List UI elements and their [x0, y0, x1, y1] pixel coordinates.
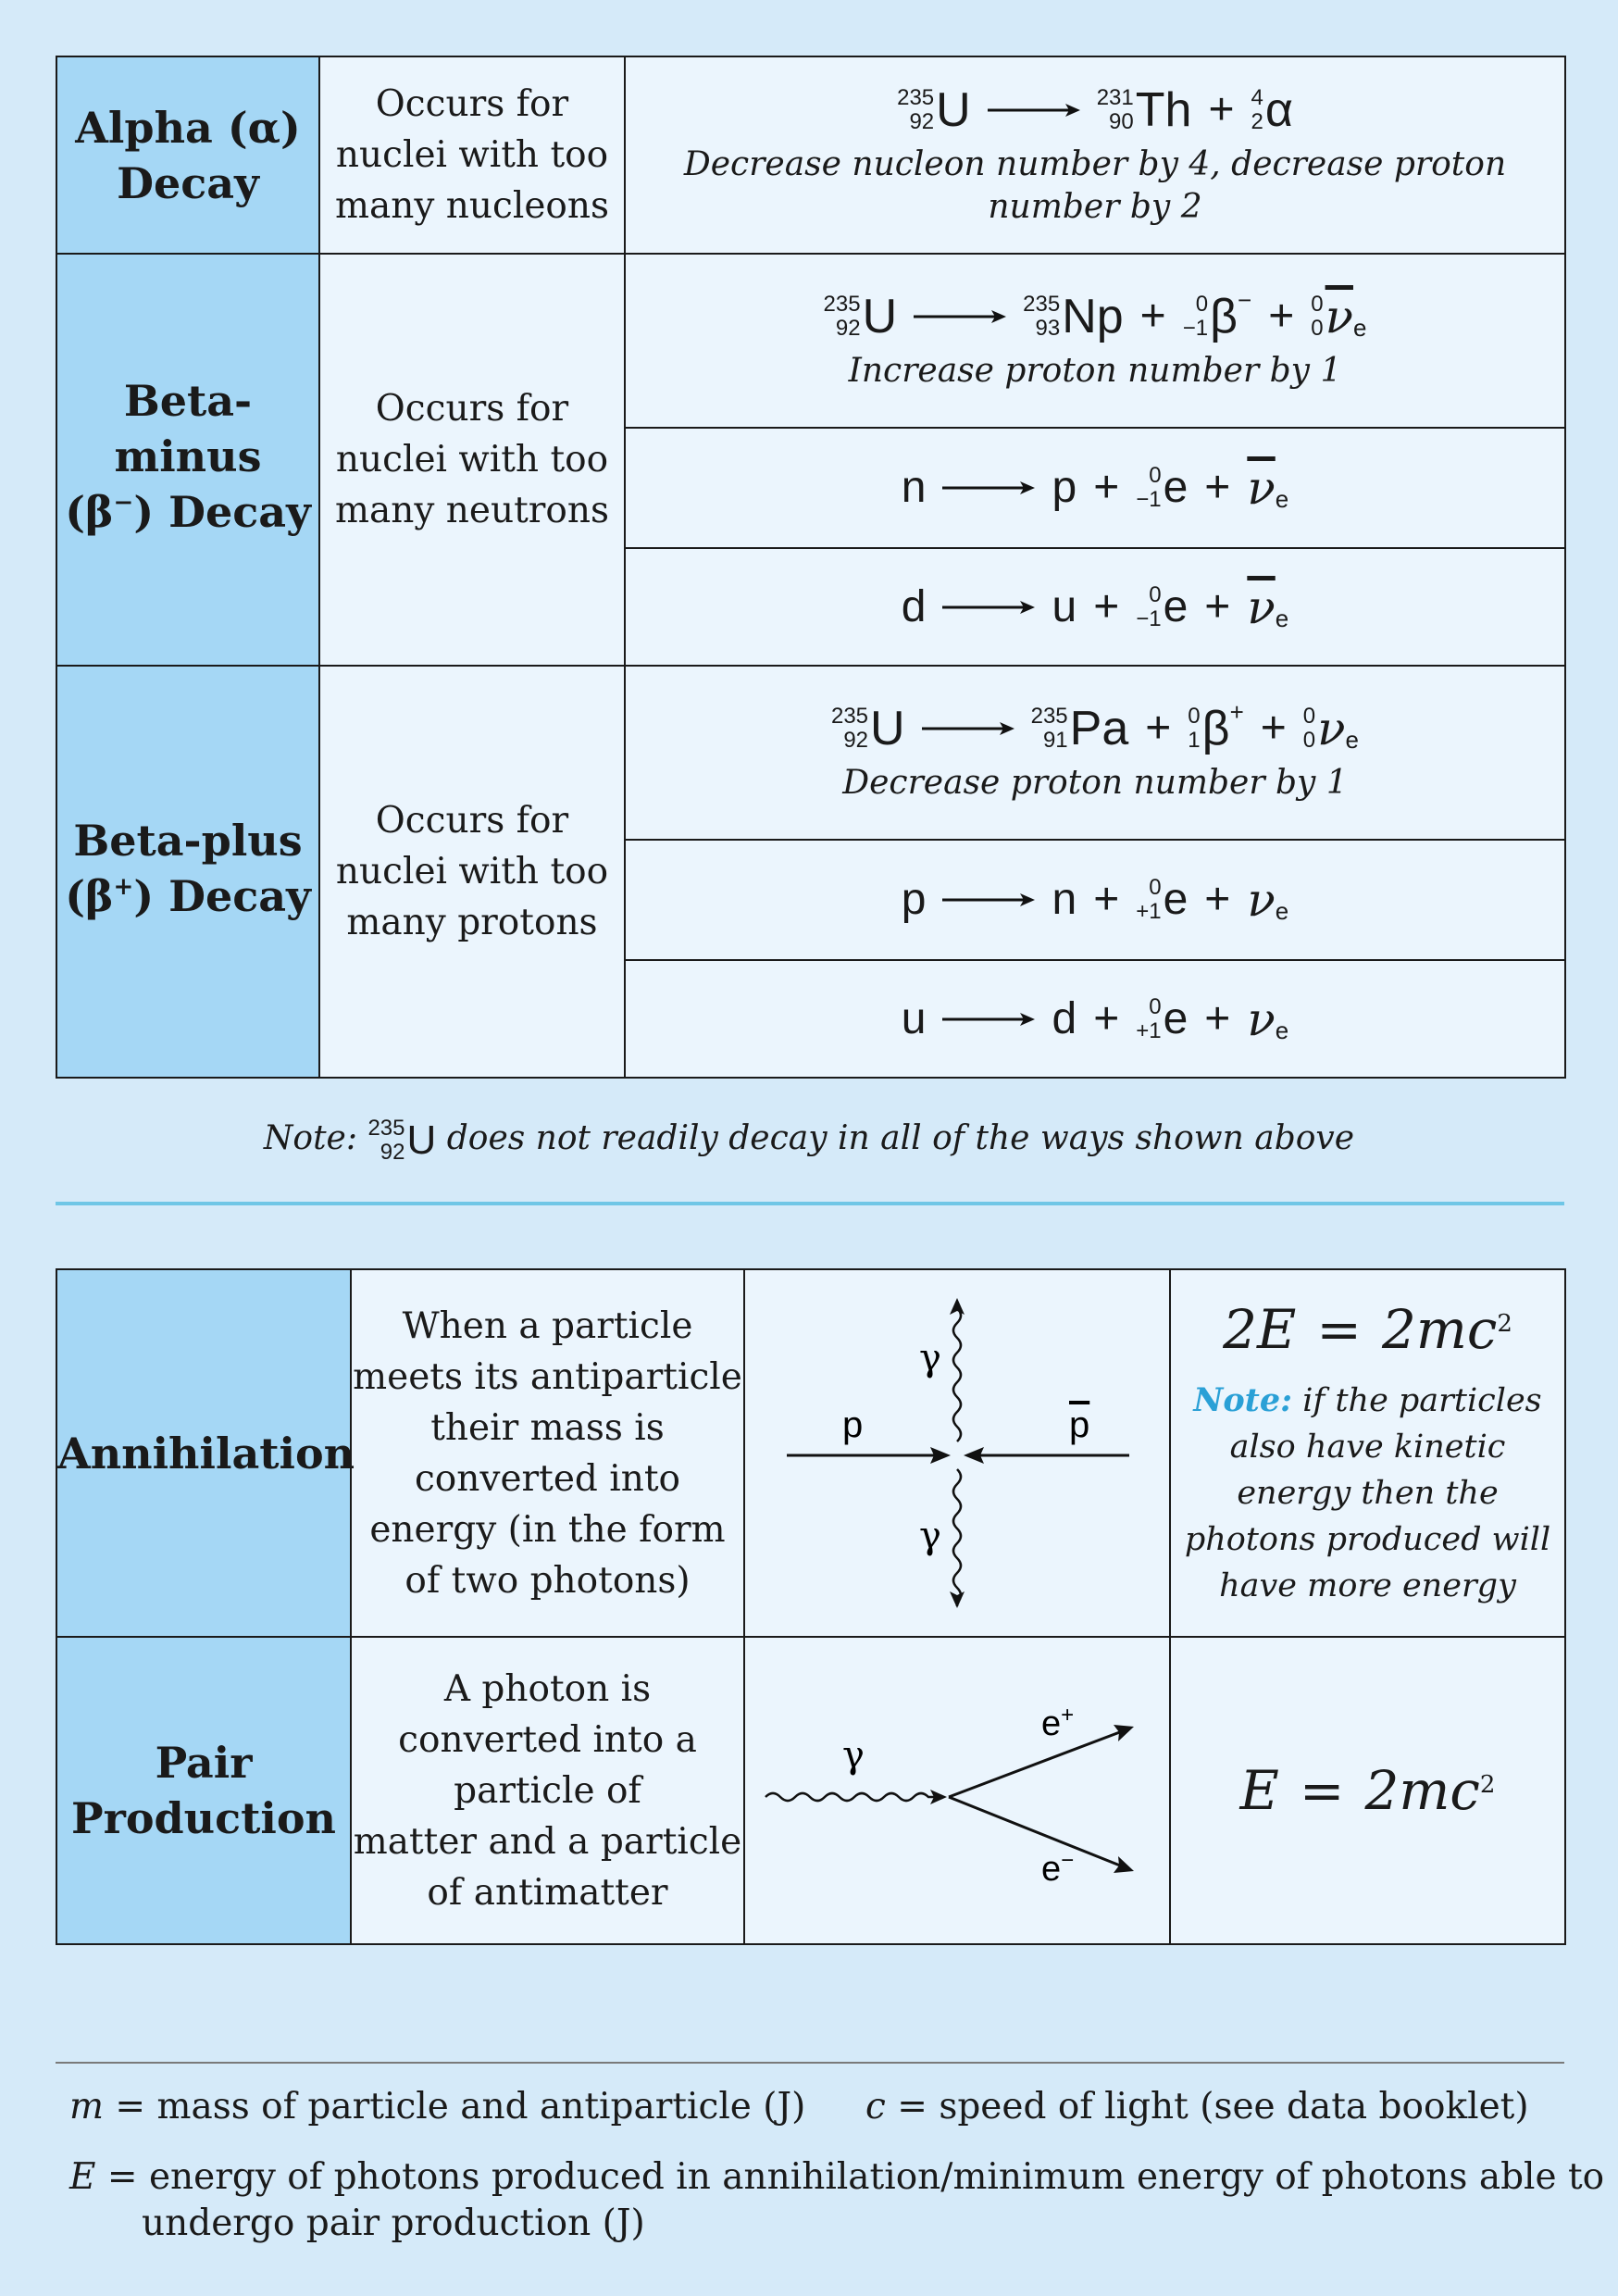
pair-production-diagram-cell	[744, 1637, 1170, 1944]
beta-plus-condition	[319, 666, 625, 1078]
alpha-decay-row	[56, 56, 1565, 254]
pair-production-row	[56, 1637, 1565, 1944]
heading-line: Beta-plus	[73, 815, 303, 866]
condition-line: many neutrons	[334, 490, 610, 531]
alpha-particle: 4 2 α	[1251, 82, 1293, 137]
condition-line: Occurs for	[375, 83, 569, 125]
decay-note	[0, 1111, 1618, 1168]
annihilation-formula-cell	[1170, 1269, 1565, 1637]
description-line: converted into	[414, 1457, 681, 1500]
beta-plus-quark-equation: u d + 0 +1 e + ν e	[901, 992, 1289, 1046]
beta-minus-heading	[56, 254, 319, 666]
beta-minus-equation: 235 92 U 235 93 Np + 0 −1 β − + 0 0 ν e	[823, 286, 1367, 343]
interaction-table	[56, 1268, 1566, 1945]
annihilation-note: Note: if the particles also have kinetic energy then the photons produced will have more energy	[1184, 1380, 1551, 1604]
alpha-condition	[319, 56, 625, 254]
reaction-arrow-icon	[922, 719, 1014, 738]
alpha-equation	[897, 82, 1293, 138]
condition-line: nuclei with too	[335, 134, 609, 176]
product-nuclide: 231 90 Th	[1096, 82, 1192, 137]
heading-line: (β+) Decay	[65, 870, 311, 921]
reaction-arrow-icon	[988, 101, 1080, 119]
alpha-caption: Decrease nucleon number by 4, decrease proton number by 2	[683, 144, 1507, 226]
heading-line: Beta-minus	[114, 375, 262, 481]
electron-line	[949, 1797, 1125, 1867]
photon-label: γ	[919, 1515, 941, 1557]
beta-plus-quark-cell	[625, 960, 1565, 1078]
heading-line: (β−) Decay	[65, 486, 311, 537]
annihilation-row	[56, 1269, 1565, 1637]
beta-plus-heading	[56, 666, 319, 1078]
annihilation-formula: $2E = 2mc^2$	[1223, 1297, 1512, 1361]
positron-line	[949, 1730, 1125, 1797]
photon-label: γ	[919, 1337, 941, 1379]
annihilation-heading: Annihilation	[56, 1269, 351, 1637]
beta-minus-quark-equation: d u + 0 −1 e + ν e	[901, 580, 1289, 634]
reaction-arrow-icon	[942, 479, 1035, 497]
condition-line: nuclei with too	[335, 439, 609, 480]
beta-minus-nucleon-equation: n p + 0 −1 e + ν e	[901, 461, 1289, 515]
description-line: of two photons)	[404, 1559, 691, 1602]
legend-m: m = mass of particle and antiparticle (J)	[69, 2086, 806, 2128]
legend-rule	[56, 2062, 1564, 2064]
alpha-decay-heading	[56, 56, 319, 254]
description-line: A photon is	[443, 1667, 652, 1710]
condition-line: many protons	[346, 902, 598, 943]
beta-plus-nucleon-equation: p n + 0 +1 e + ν e	[901, 873, 1289, 927]
note-text: does not readily decay in all of the ways shown above	[446, 1119, 1355, 1157]
description-line: converted into a	[398, 1718, 697, 1761]
condition-line: Occurs for	[375, 800, 569, 842]
beta-minus-nucleon-cell	[625, 428, 1565, 548]
description-line: particle of	[454, 1769, 641, 1812]
photon-wave-up	[953, 1304, 961, 1441]
beta-minus-equation-cell	[625, 254, 1565, 428]
reaction-arrow-icon	[942, 891, 1035, 909]
pair-production-formula: $E = 2mc^2$	[1239, 1759, 1496, 1822]
annihilation-feynman-diagram	[745, 1270, 1171, 1636]
description-line: their mass is	[430, 1406, 665, 1449]
proton-label: p	[842, 1404, 864, 1445]
description-line: of antimatter	[427, 1871, 668, 1914]
photon-label: γ	[842, 1734, 865, 1777]
description-line: matter and a particle	[353, 1820, 742, 1863]
pair-production-feynman-diagram	[745, 1638, 1171, 1943]
electron-label: e−	[1041, 1848, 1075, 1889]
reaction-arrow-icon	[942, 598, 1035, 617]
legend-e-continued: undergo pair production (J)	[142, 2202, 645, 2244]
pair-production-formula-cell	[1170, 1637, 1565, 1944]
beta-plus-equation-cell	[625, 666, 1565, 840]
legend-c: c = speed of light (see data booklet)	[865, 2086, 1529, 2128]
beta-minus-caption: Increase proton number by 1	[848, 352, 1342, 390]
parent-nuclide: 235 92 U	[897, 82, 971, 137]
heading-line: Decay	[117, 157, 259, 208]
photon-wave	[765, 1793, 938, 1801]
note-prefix: Note:	[263, 1119, 357, 1157]
description-line: meets its antiparticle	[353, 1355, 742, 1398]
beta-minus-condition	[319, 254, 625, 666]
condition-line: nuclei with too	[335, 851, 609, 892]
pair-production-heading: Pair Production	[56, 1637, 351, 1944]
legend-e: E = energy of photons produced in annihilation/minimum energy of photons able to	[69, 2156, 1605, 2198]
beta-plus-equation: 235 92 U 235 91 Pa + 0 1 β + + 0 0 ν e	[830, 698, 1360, 755]
antiproton-label: p	[1069, 1404, 1090, 1445]
pair-production-description	[351, 1637, 744, 1944]
plus-sign: +	[1208, 84, 1235, 134]
photon-wave-down	[953, 1469, 961, 1606]
condition-line: many nucleons	[334, 185, 610, 227]
beta-plus-nucleon-cell	[625, 840, 1565, 960]
decay-table	[56, 56, 1566, 1079]
section-divider	[56, 1202, 1564, 1205]
reaction-arrow-icon	[942, 1010, 1035, 1029]
description-line: energy (in the form	[369, 1508, 726, 1551]
description-line: When a particle	[402, 1304, 693, 1347]
beta-plus-row	[56, 666, 1565, 840]
beta-plus-caption: Decrease proton number by 1	[842, 764, 1348, 802]
annihilation-diagram-cell	[744, 1269, 1170, 1637]
condition-line: Occurs for	[375, 388, 569, 430]
heading-line: Alpha (α)	[75, 102, 301, 153]
positron-label: e+	[1041, 1703, 1075, 1743]
beta-minus-quark-cell	[625, 548, 1565, 666]
annihilation-description	[351, 1269, 744, 1637]
note-isotope: 235 92 U	[367, 1116, 437, 1165]
beta-minus-row	[56, 254, 1565, 428]
reaction-arrow-icon	[914, 307, 1006, 326]
alpha-equation-cell	[625, 56, 1565, 254]
